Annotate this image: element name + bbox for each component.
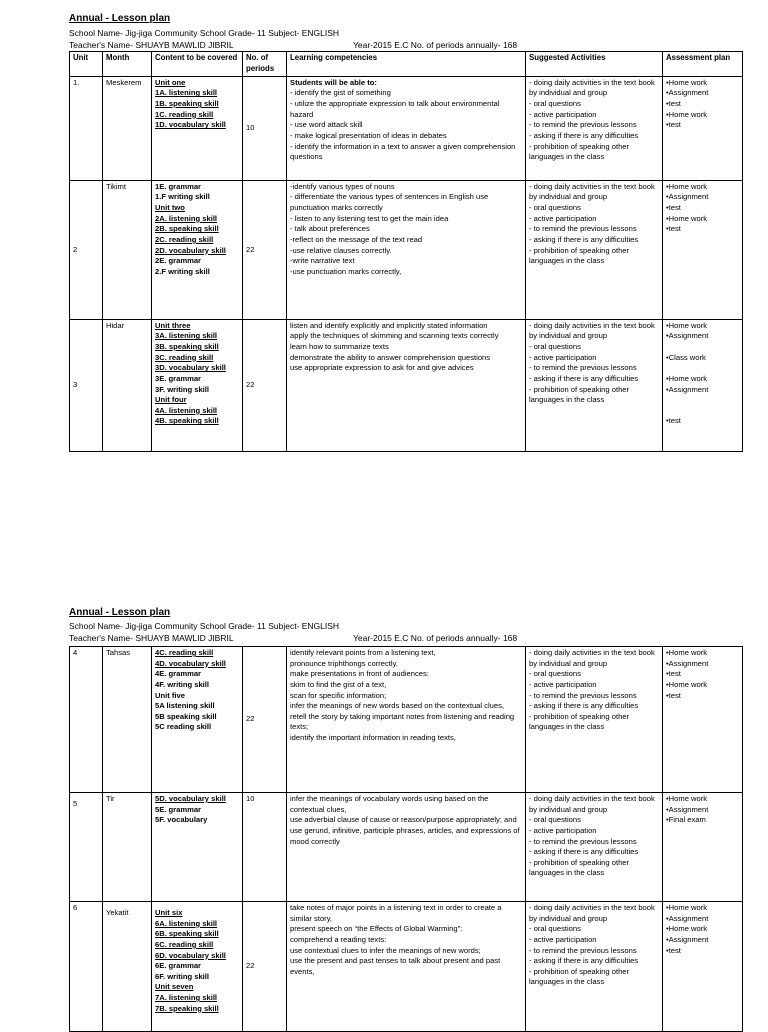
table-row — [70, 793, 743, 902]
content-item: 1B. speaking skill — [155, 99, 219, 109]
table-row — [70, 319, 743, 451]
assessment-item: • Home work — [666, 374, 739, 385]
content-item: 3A. listening skill — [155, 331, 218, 341]
competency-item: - identify the information in a text to answer a given comprehension questions — [290, 141, 516, 162]
competency-item: demonstrate the ability to answer comprehension questions — [290, 352, 491, 362]
assessment-list — [666, 648, 739, 701]
assessment-item: • Assignment — [666, 192, 739, 203]
teacher-year-line — [69, 633, 742, 644]
content-item: 4E. grammar — [155, 669, 202, 679]
content-item: 5A listening skill — [155, 701, 215, 711]
activity-item: - asking if there is any difficulties — [529, 847, 639, 857]
col-unit: Unit — [70, 52, 103, 77]
competency-item: use appropriate expression to ask for and give advices — [290, 363, 474, 373]
competencies-cell — [287, 647, 526, 793]
unit-cell: 3 — [70, 319, 103, 451]
activity-item: - prohibition of speaking other languages in the class — [529, 711, 630, 732]
school-line: School Name- Jig-jiga Community School Grade- 11 Subject- ENGLISH — [69, 621, 340, 631]
assessment-list — [666, 321, 739, 427]
activity-item: - doing daily activities in the text book by individual and group — [529, 903, 655, 923]
year-periods: Year-2015 E.C No. of periods annually- 168 — [353, 633, 518, 643]
assessment-list — [666, 78, 739, 131]
periods-cell: 10 — [243, 793, 287, 902]
assessment-item: • Assignment — [666, 914, 739, 925]
month-cell: Tahsas — [103, 647, 152, 793]
activity-item: - doing daily activities in the text book by individual and group — [529, 648, 655, 668]
competency-item: apply the techniques of skimming and scanning texts correctly — [290, 331, 499, 341]
assessment-item: • Home work — [666, 903, 739, 914]
activity-item: - to remind the previous lessons — [529, 690, 637, 700]
content-item: 3E. grammar — [155, 373, 202, 383]
assessment-item: • Home work — [666, 110, 739, 121]
page-2 — [0, 600, 768, 1024]
activity-item: - to remind the previous lessons — [529, 224, 637, 234]
assessment-list — [666, 182, 739, 235]
competency-item: scan for specific information; — [290, 690, 387, 700]
content-cell — [152, 319, 243, 451]
competency-item: listen and identify explicitly and implicitly stated information — [290, 320, 488, 330]
teacher-year-line — [69, 40, 742, 51]
periods-cell: 22 — [243, 647, 287, 793]
content-cell — [152, 180, 243, 319]
assessment-item: • Assignment — [666, 385, 739, 396]
competency-item: - use word attack skill — [290, 120, 363, 130]
activity-item: - prohibition of speaking other languages in the class — [529, 245, 630, 266]
competency-item: identify the important information in reading texts, — [290, 733, 456, 742]
competency-item: comprehend a reading texts: — [290, 934, 387, 944]
activity-item: - asking if there is any difficulties — [529, 373, 639, 383]
content-item: 3D. vocabulary skill — [155, 363, 226, 373]
activity-item: - prohibition of speaking other languages in the class — [529, 141, 630, 162]
content-item: 5C reading skill — [155, 722, 212, 732]
content-item: 1C. reading skill — [155, 109, 214, 119]
activity-item: - asking if there is any difficulties — [529, 701, 639, 711]
assessment-item: • Home work — [666, 182, 739, 193]
periods-cell: 10 — [243, 76, 287, 180]
periods-cell: 22 — [243, 180, 287, 319]
assessment-item — [666, 395, 739, 406]
assessment-item: • test — [666, 946, 739, 957]
activity-item: - oral questions — [529, 99, 581, 109]
content-item: 6B. speaking skill — [155, 929, 219, 939]
activity-item: - doing daily activities in the text book by individual and group — [529, 320, 655, 341]
activity-item: - to remind the previous lessons — [529, 120, 637, 130]
assessment-item: • test — [666, 120, 739, 131]
competency-item: skim to find the gist of a text, — [290, 679, 387, 689]
assessment-item: • test — [666, 203, 739, 214]
content-item: Unit six — [155, 908, 183, 917]
assessment-item: • Home work — [666, 78, 739, 89]
competency-item: make presentations in front of audiences: — [290, 669, 429, 679]
document-title: Annual - Lesson plan — [69, 13, 171, 24]
activities-cell — [526, 902, 663, 1032]
competency-item: infer the meanings of vocabulary words using based on the contextual clues, — [290, 794, 489, 814]
assessment-item: • Assignment — [666, 935, 739, 946]
assessment-cell — [663, 180, 743, 319]
content-item: 5B speaking skill — [155, 711, 217, 721]
col-activities: Suggested Activities — [526, 52, 663, 77]
activity-item: - active participation — [529, 109, 597, 119]
assessment-item: • Assignment — [666, 805, 739, 816]
competency-item: retell the story by taking important notes from listening and reading texts; — [290, 711, 515, 732]
activity-item: - active participation — [529, 213, 597, 223]
document-title: Annual - Lesson plan — [69, 607, 171, 618]
assessment-item: • Assignment — [666, 331, 739, 342]
periods-cell: 22 — [243, 902, 287, 1032]
activity-item: - asking if there is any difficulties — [529, 956, 639, 966]
content-cell — [152, 902, 243, 1032]
competency-item: present speech on “the Effects of Global Warming”: — [290, 924, 463, 934]
content-item: 2C. reading skill — [155, 234, 214, 244]
activity-item: - active participation — [529, 352, 597, 362]
col-month: Month — [103, 52, 152, 77]
content-item: 4D. vocabulary skill — [155, 658, 226, 668]
activity-item: - doing daily activities in the text book by individual and group — [529, 794, 655, 814]
table-header-row — [70, 52, 743, 77]
content-item: 3F. writing skill — [155, 384, 210, 394]
activities-cell — [526, 180, 663, 319]
content-item: 4C. reading skill — [155, 648, 214, 657]
content-item: 1D. vocabulary skill — [155, 120, 226, 130]
activity-item: - asking if there is any difficulties — [529, 130, 639, 140]
unit-cell: 2 — [70, 180, 103, 319]
content-item: Unit four — [155, 395, 187, 405]
activities-cell — [526, 793, 663, 902]
competency-item: - identify the gist of something — [290, 88, 391, 98]
activities-cell — [526, 647, 663, 793]
content-item: Unit one — [155, 77, 186, 87]
content-item: Unit five — [155, 690, 185, 700]
competency-item: use the present and past tenses to talk about present and past events, — [290, 956, 501, 976]
assessment-list — [666, 903, 739, 956]
activity-item: - doing daily activities in the text book by individual and group — [529, 181, 655, 202]
activities-cell — [526, 76, 663, 180]
assessment-item: • test — [666, 99, 739, 110]
activity-item: - prohibition of speaking other languages in the class — [529, 857, 630, 878]
assessment-item: • Home work — [666, 321, 739, 332]
content-item: 6F. writing skill — [155, 971, 210, 981]
month-cell: Meskerem — [103, 76, 152, 180]
content-item: 4F. writing skill — [155, 679, 210, 689]
activity-item: - active participation — [529, 679, 597, 689]
month-cell: Yekatit — [103, 902, 152, 1032]
content-item: Unit three — [155, 320, 191, 330]
lesson-plan-table-continued — [69, 646, 743, 1032]
content-item: 2E. grammar — [155, 256, 202, 266]
col-content: Content to be covered — [152, 52, 243, 77]
content-item: 6D. vocabulary skill — [155, 950, 226, 960]
page-1 — [0, 0, 768, 460]
table-row — [70, 76, 743, 180]
assessment-item: • Assignment — [666, 88, 739, 99]
content-item: 6E. grammar — [155, 961, 202, 971]
assessment-item: • Home work — [666, 680, 739, 691]
month-cell: Tir — [103, 793, 152, 902]
content-item: 4A. listening skill — [155, 405, 218, 415]
assessment-item: • Home work — [666, 794, 739, 805]
col-assessment: Assessment plan — [663, 52, 743, 77]
assessment-item: • Home work — [666, 214, 739, 225]
content-item: Unit two — [155, 203, 185, 213]
activities-cell — [526, 319, 663, 451]
competency-item: -identify various types of nouns — [290, 181, 395, 191]
school-line: School Name- Jig-jiga Community School Grade- 11 Subject- ENGLISH — [69, 28, 340, 38]
activity-item: - oral questions — [529, 924, 581, 934]
content-item: 7B. speaking skill — [155, 1003, 219, 1013]
col-competencies: Learning competencies — [287, 52, 526, 77]
competencies-cell — [287, 319, 526, 451]
competency-item: -write narrative text — [290, 256, 355, 266]
assessment-item: • test — [666, 416, 739, 427]
competencies-cell — [287, 793, 526, 902]
assessment-cell — [663, 76, 743, 180]
content-item: 1A. listening skill — [155, 88, 218, 98]
competencies-cell — [287, 180, 526, 319]
competency-item: -use punctuation marks correctly, — [290, 266, 402, 276]
activity-item: - oral questions — [529, 669, 581, 679]
activity-item: - active participation — [529, 825, 597, 835]
content-item: Unit seven — [155, 982, 194, 992]
content-item: 5D. vocabulary skill — [155, 794, 226, 803]
assessment-item — [666, 363, 739, 374]
unit-cell: 4 — [70, 647, 103, 793]
competency-item: learn how to summarize texts — [290, 342, 389, 352]
competencies-title: Students will be able to: — [290, 77, 377, 87]
competency-item: use adverbial clause of cause or reason/purpose appropriately; and — [290, 815, 517, 825]
content-item: 6A. listening skill — [155, 918, 218, 928]
assessment-item: • Home work — [666, 924, 739, 935]
assessment-item: • Assignment — [666, 659, 739, 670]
content-item: 2.F writing skill — [155, 266, 210, 276]
activity-item: - oral questions — [529, 815, 581, 825]
table-row — [70, 180, 743, 319]
unit-cell: 1. — [70, 76, 103, 180]
competency-item: - talk about preferences — [290, 224, 370, 234]
teacher-name: Teacher's Name- SHUAYB MAWLID JIBRIL — [69, 40, 234, 50]
content-item: 5F. vocabulary — [155, 815, 208, 825]
activity-item: - asking if there is any difficulties — [529, 234, 639, 244]
competency-item: take notes of major points in a listening text in order to create a similar story, — [290, 903, 502, 923]
assessment-list — [666, 794, 739, 826]
competencies-cell — [287, 76, 526, 180]
unit-cell: 5 — [70, 793, 103, 902]
assessment-cell — [663, 902, 743, 1032]
competency-item: -use relative clauses correctly. — [290, 245, 392, 255]
content-cell — [152, 793, 243, 902]
teacher-name: Teacher's Name- SHUAYB MAWLID JIBRIL — [69, 633, 234, 643]
table-row — [70, 902, 743, 1032]
assessment-cell — [663, 647, 743, 793]
table-row — [70, 647, 743, 793]
year-periods: Year-2015 E.C No. of periods annually- 168 — [353, 40, 518, 50]
lesson-plan-table — [69, 51, 743, 452]
activity-item: - doing daily activities in the text book by individual and group — [529, 77, 655, 98]
activity-item: - to remind the previous lessons — [529, 363, 637, 373]
content-item: 1E. grammar — [155, 181, 202, 191]
unit-cell: 6 — [70, 902, 103, 1032]
competency-item: - make logical presentation of ideas in debates — [290, 130, 447, 140]
competency-item: -reflect on the message of the text read — [290, 234, 423, 244]
activity-item: - active participation — [529, 934, 597, 944]
content-item: 5E. grammar — [155, 804, 202, 814]
competency-item: infer the meanings of new words based on the contextual clues, — [290, 701, 505, 711]
content-item: 1.F writing skill — [155, 192, 210, 202]
assessment-item — [666, 342, 739, 353]
content-item: 3B. speaking skill — [155, 342, 219, 352]
content-item: 2B. speaking skill — [155, 224, 219, 234]
activity-item: - oral questions — [529, 203, 581, 213]
competencies-cell — [287, 902, 526, 1032]
competency-item: identify relevant points from a listening text, — [290, 648, 436, 657]
activity-item: - to remind the previous lessons — [529, 945, 637, 955]
activity-item: - oral questions — [529, 342, 581, 352]
competency-item: - listen to any listening test to get the main idea — [290, 213, 449, 223]
content-item: 4B. speaking skill — [155, 416, 219, 426]
assessment-cell — [663, 793, 743, 902]
content-cell — [152, 76, 243, 180]
competency-item: use contextual clues to infer the meanings of new words; — [290, 945, 481, 955]
content-item: 6C. reading skill — [155, 939, 214, 949]
assessment-item: • Final exam — [666, 815, 739, 826]
competency-item: - utilize the appropriate expression to talk about environmental hazard — [290, 99, 500, 119]
content-cell — [152, 647, 243, 793]
competency-item: pronounce triphthongs correctly. — [290, 658, 398, 668]
activity-item: - prohibition of speaking other languages in the class — [529, 384, 630, 405]
month-cell: Hidar — [103, 319, 152, 451]
assessment-item: • test — [666, 224, 739, 235]
assessment-item: • test — [666, 669, 739, 680]
activity-item: - prohibition of speaking other languages in the class — [529, 966, 630, 987]
content-item: 7A. listening skill — [155, 993, 218, 1002]
content-item: 2D. vocabulary skill — [155, 245, 226, 255]
assessment-item: • Class work — [666, 353, 739, 364]
assessment-item: • test — [666, 691, 739, 702]
assessment-item: • Home work — [666, 648, 739, 659]
assessment-cell — [663, 319, 743, 451]
periods-cell: 22 — [243, 319, 287, 451]
competency-item: - differentiate the various types of sentences in English use punctuation marks correctly — [290, 192, 489, 213]
competency-item: use gerund, infinitive, participle phrases, articles, and expressions of mood correctly — [290, 825, 520, 846]
assessment-item — [666, 406, 739, 417]
content-item: 3C. reading skill — [155, 352, 214, 362]
activity-item: - to remind the previous lessons — [529, 836, 637, 846]
content-item: 2A. listening skill — [155, 213, 218, 223]
col-periods: No. of periods — [243, 52, 287, 77]
month-cell: Tikimt — [103, 180, 152, 319]
